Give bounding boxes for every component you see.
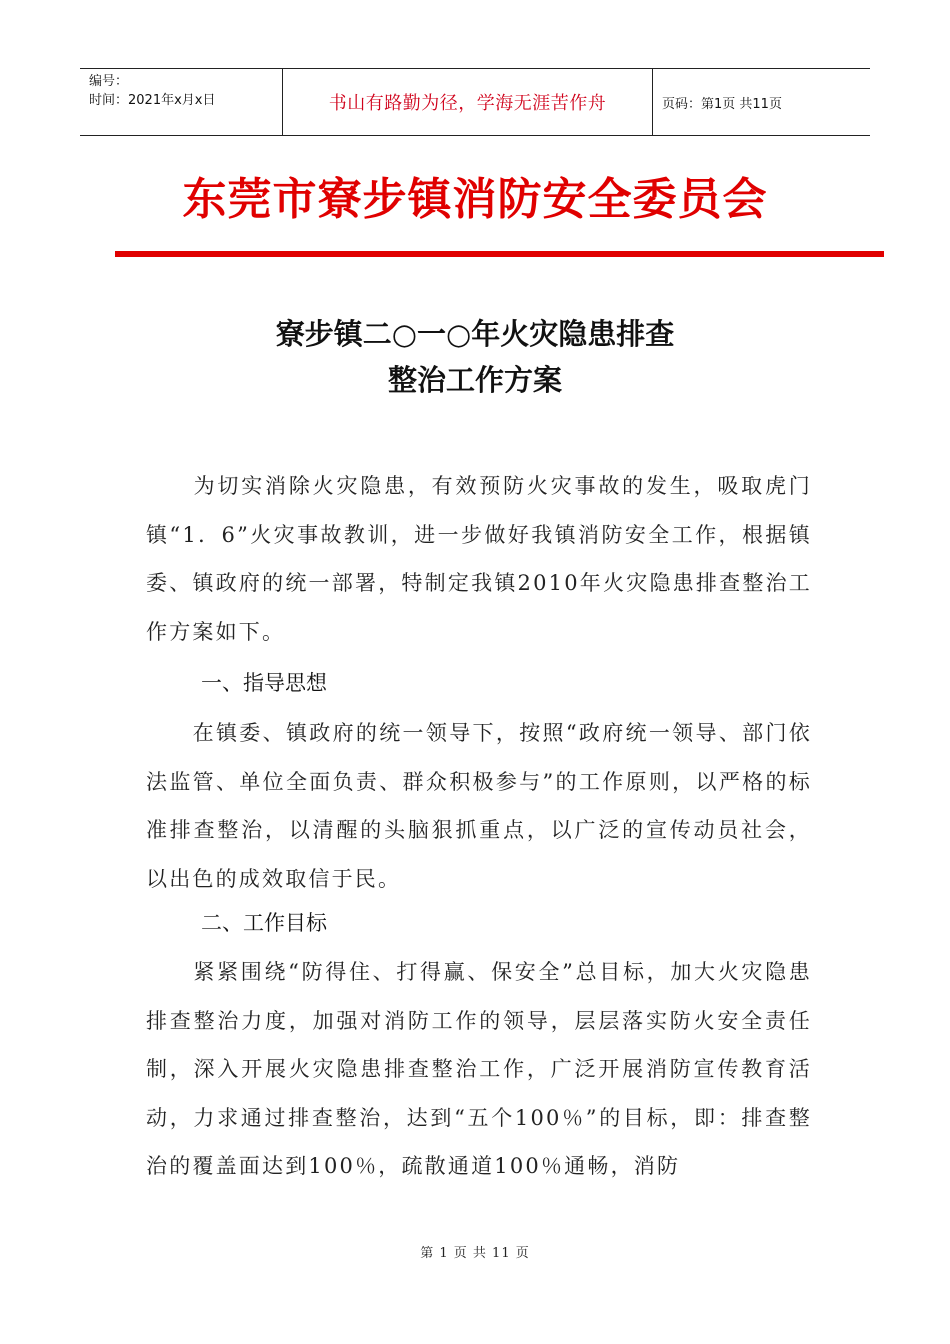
document-title-line-2: 整治工作方案 <box>387 363 562 397</box>
document-title-line-1: 寮步镇二○一○年火灾隐患排查 <box>275 317 675 351</box>
intro-paragraph: 为切实消除火灾隐患，有效预防火灾事故的发生，吸取虎门镇“1．6”火灾事故教训，进一步做好我镇消防安全工作，根据镇委、镇政府的统一部署，特制定我镇2010年火灾隐患排查整治工作方案如下。 <box>146 474 812 644</box>
section-1-paragraph: 在镇委、镇政府的统一领导下，按照“政府统一领导、部门依法监管、单位全面负责、群众积极参与”的工作原则，以严格的标准排查整治，以清醒的头脑狠抓重点，以广泛的宣传动员社会，以出色的成效取信于民。 <box>146 721 812 891</box>
document-number-label: 编号： <box>89 74 129 89</box>
section-2-paragraph: 紧紧围绕“防得住、打得赢、保安全”总目标，加大火灾隐患排查整治力度，加强对消防工作的领导，层层落实防火安全责任制，深入开展火灾隐患排查整治工作，广泛开展消防宣传教育活动，力求通过排查整治，达到“五个100％”的目标，即：排查整治的覆盖面达到100％，疏散通道100％通畅，消防 <box>146 960 812 1178</box>
page-footer: 第 1 页 共 11 页 <box>420 1246 530 1261</box>
section-1-heading: 一、指导思想 <box>201 671 327 695</box>
organization-title: 东莞市寮步镇消防安全委员会 <box>182 174 768 225</box>
document-time-label: 时间：2021年x月x日 <box>89 93 216 108</box>
red-divider-rule <box>115 251 884 257</box>
header-meta-cell <box>80 69 283 135</box>
header-page-info: 页码：第1页 共11页 <box>662 96 782 112</box>
document-header-table <box>80 68 870 136</box>
section-2-heading: 二、工作目标 <box>201 911 327 935</box>
header-motto: 书山有路勤为径，学海无涯苦作舟 <box>283 69 653 135</box>
